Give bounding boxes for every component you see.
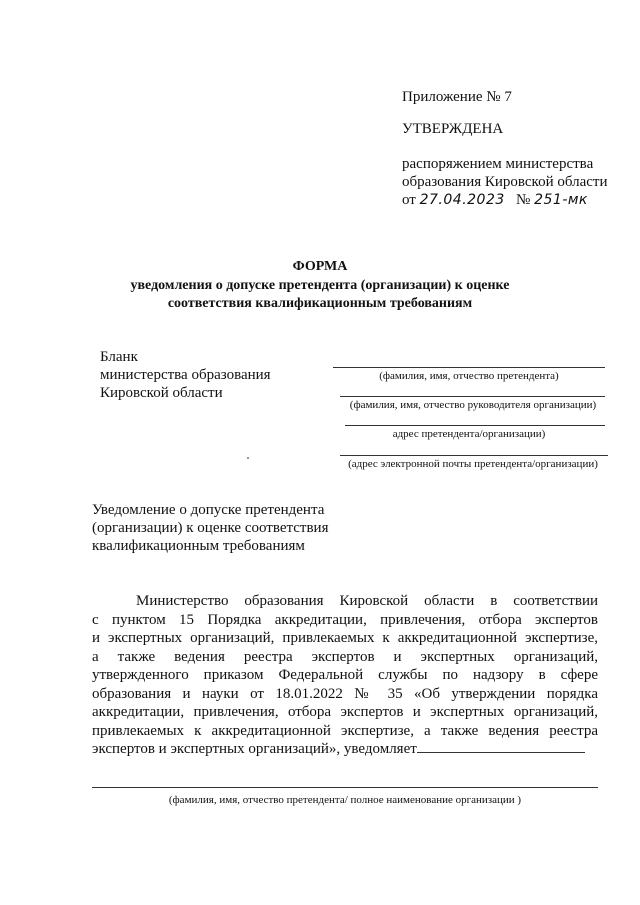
recipient-fill-line [92,787,598,788]
body-paragraph [92,592,598,759]
handwritten-order-number: 251-мк [534,192,588,208]
body-line: с пунктом 15 Порядка аккредитации, привлечения, отбора экспертов [92,611,598,628]
letterhead-line-1: Бланк [100,349,138,365]
body-line: аккредитации, привлечения, отбора экспертов и экспертных организаций, [92,704,598,720]
addressee-name-line [333,367,605,368]
director-name-line [340,396,605,397]
body-line: а также ведения реестра экспертов и экспертных организаций, [92,648,598,665]
handwritten-order-date: 27.04.2023 [419,192,505,208]
body-last-line [92,740,598,759]
body-line: и экспертных организаций, привлекаемых к аккредитационной экспертизе, [92,630,598,646]
addressee-name-caption: (фамилия, имя, отчество претендента) [379,370,559,382]
letterhead-line-3: Кировской области [100,385,223,401]
order-date-number [402,191,588,209]
order-line-1: распоряжением министерства [402,156,594,172]
director-name-caption: (фамилия, имя, отчество руководителя организации) [349,399,597,411]
form-subtitle-line-1: уведомления о допуске претендента (организации) к оценке [130,278,510,293]
body-line: Министерство образования Кировской области в соответствии [136,593,598,609]
subject-line-2: (организации) к оценке соответствия [92,520,329,536]
subject-line-1: Уведомление о допуске претендента [92,502,325,518]
letterhead-block [100,348,271,402]
order-line-2: образования Кировской области [402,174,608,190]
appendix-number: Приложение № 7 [402,89,512,105]
recipient-caption: (фамилия, имя, отчество претендента/ полное наименование организации ) [168,794,522,806]
notify-fill-line [417,740,585,753]
body-line: утвержденного приказом Федеральной службы по надзору в сфере [92,667,598,683]
form-title: ФОРМА [292,259,348,274]
scan-dot [247,457,249,459]
body-last-line-text: экспертов и экспертных организаций», уведомляет [92,741,417,757]
letterhead-line-2: министерства образования [100,367,271,383]
subject-line-3: квалификационным требованиям [92,538,305,554]
address-caption: адрес претендента/организации) [392,428,546,440]
order-number-label: № [516,192,531,208]
address-line [345,425,605,426]
order-from-label: от [402,192,416,208]
form-subtitle-line-2: соответствия квалификационным требованиям [167,296,473,311]
subject-block [92,501,328,555]
email-caption: (адрес электронной почты претендента/организации) [348,458,598,470]
body-line: образования и науки от 18.01.2022 № 35 «Об утверждении порядка [92,685,598,702]
email-line [340,455,608,456]
body-line: привлекаемых к аккредитационной экспертизе, а также ведения реестра [92,722,598,739]
approved-stamp-text: УТВЕРЖДЕНА [402,121,504,137]
